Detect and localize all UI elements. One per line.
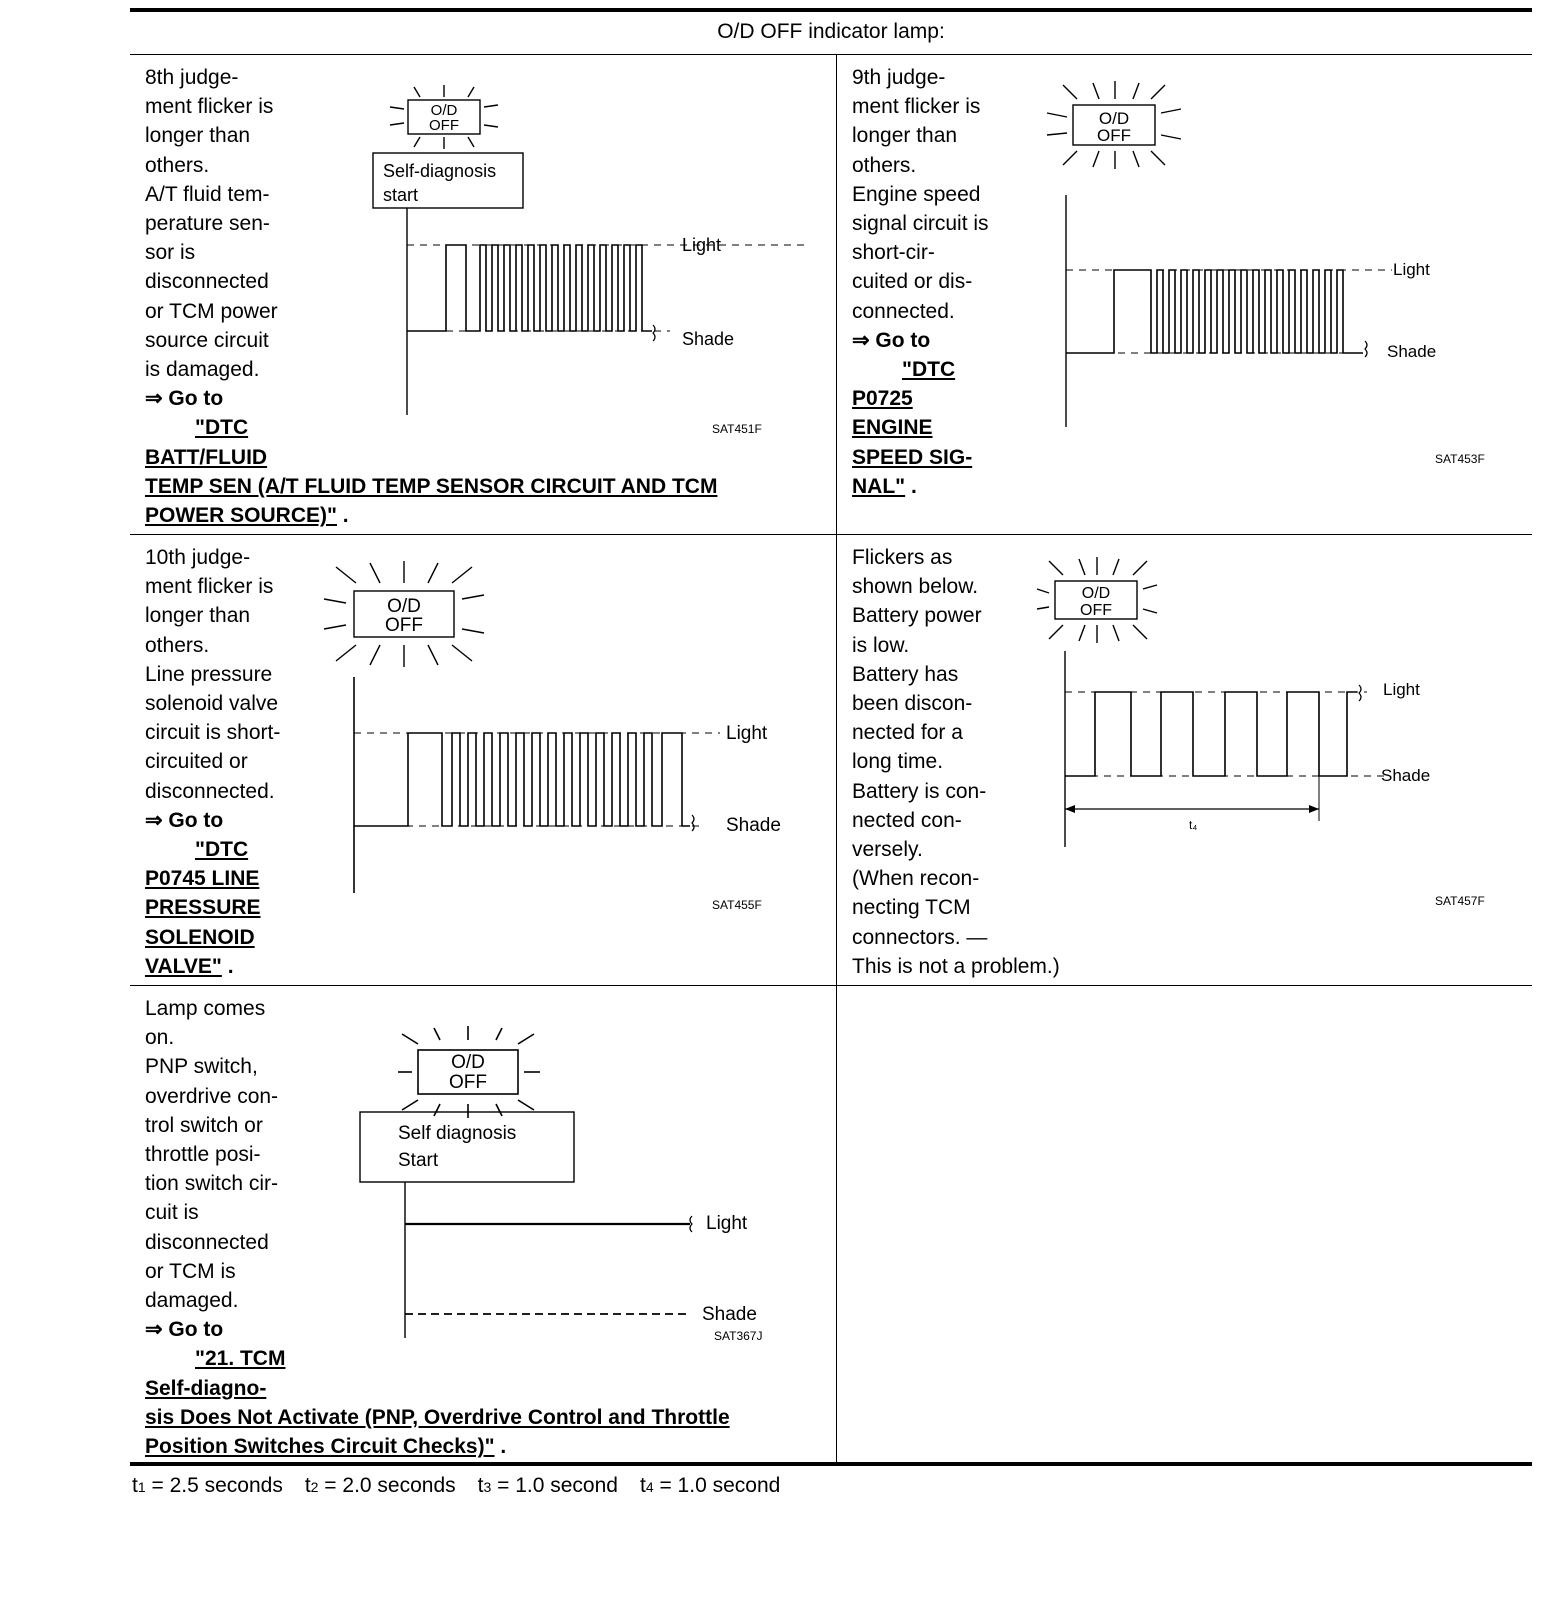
text-line: signal circuit is: [852, 212, 989, 236]
text-line: or TCM power: [145, 299, 278, 323]
cell-lamp-comes-on: [130, 986, 837, 1466]
text-line: cuited or dis-: [852, 270, 973, 294]
lamp-label: OFF: [385, 615, 423, 636]
dtc-link[interactable]: BATT/FLUID: [145, 445, 268, 469]
text-line: disconnected: [145, 1230, 269, 1254]
tcm-link[interactable]: sis Does Not Activate (PNP, Overdrive Control and Throttle: [145, 1405, 730, 1429]
box-label: Self diagnosis: [398, 1123, 517, 1144]
flicker-waveform: [354, 733, 690, 826]
figure-code: SAT455F: [712, 898, 762, 912]
figure-code: SAT457F: [1435, 894, 1485, 908]
tcm-link[interactable]: Position Switches Circuit Checks)": [145, 1435, 495, 1459]
dtc-link[interactable]: "DTC: [902, 358, 956, 382]
light-label: Light: [682, 235, 722, 255]
box-label: Start: [398, 1150, 439, 1171]
flicker-diagram: [1037, 75, 1507, 466]
break-symbol: [1359, 685, 1361, 701]
box-label: start: [383, 185, 419, 205]
text-line: overdrive con-: [145, 1084, 279, 1108]
lamp-label: O/D: [451, 1052, 485, 1073]
box-label: Self-diagnosis: [383, 161, 497, 181]
text-line: ment flicker is: [145, 95, 274, 119]
dtc-link[interactable]: SPEED SIG-: [852, 445, 973, 469]
dtc-link[interactable]: TEMP SEN (A/T FLUID TEMP SENSOR CIRCUIT AND TCM: [145, 474, 718, 498]
text-line: others.: [145, 153, 210, 177]
light-label: Light: [726, 723, 768, 744]
text-line: nected for a: [852, 721, 963, 745]
text-line: damaged.: [145, 1289, 239, 1313]
dtc-link[interactable]: POWER SOURCE)": [145, 504, 337, 528]
break-symbol: [1365, 341, 1367, 357]
cell-text: [852, 543, 1060, 981]
indicator-table: [130, 55, 1532, 1466]
text-line: (When recon-: [852, 867, 980, 891]
text-line: circuit is short-: [145, 721, 281, 745]
shade-label: Shade: [702, 1304, 757, 1325]
light-label: Light: [1383, 680, 1420, 699]
text-line: is damaged.: [145, 358, 260, 382]
table-header: [130, 8, 1532, 55]
cell-10th-judgement: [130, 535, 837, 986]
text-line: disconnected.: [145, 779, 275, 803]
text-line: source circuit: [145, 328, 269, 352]
empty-cell: [837, 986, 1532, 1466]
dtc-link[interactable]: PRESSURE: [145, 896, 261, 920]
go-to-label: ⇒ Go to: [145, 808, 224, 832]
text-line: sor is: [145, 241, 196, 265]
text-line: solenoid valve: [145, 692, 279, 716]
lamp-label: O/D: [1081, 585, 1111, 602]
lamp-label: O/D: [1098, 109, 1130, 128]
period: .: [336, 504, 349, 528]
tcm-link[interactable]: "21. TCM: [195, 1347, 286, 1371]
text-line: This is not a problem.): [852, 954, 1060, 978]
dtc-link[interactable]: "DTC: [195, 838, 249, 862]
legend-item: t4 = 1.0 second: [639, 1474, 781, 1497]
text-line: circuited or: [145, 750, 248, 774]
flicker-waveform: [407, 245, 652, 331]
flicker-diagram: [1037, 551, 1507, 908]
lamp-label: O/D: [387, 596, 421, 617]
dtc-link[interactable]: VALVE": [145, 954, 222, 978]
lamp-label: OFF: [1080, 602, 1112, 619]
light-label: Light: [1393, 260, 1430, 279]
cell-8th-judgement: [130, 55, 837, 535]
text-line: Engine speed: [852, 182, 981, 206]
text-line: nected con-: [852, 808, 962, 832]
figure-code: SAT367J: [714, 1329, 763, 1343]
page: [130, 8, 1532, 1498]
shade-label: Shade: [1381, 766, 1431, 785]
figure-code: SAT453F: [1435, 452, 1485, 466]
break-symbol: [653, 325, 655, 341]
text-line: or TCM is: [145, 1259, 236, 1283]
cell-text: [852, 63, 989, 501]
break-symbol: [690, 1216, 692, 1232]
dtc-link[interactable]: P0725: [852, 387, 913, 411]
legend-item: t1 = 2.5 seconds: [132, 1474, 283, 1497]
text-line: trol switch or: [145, 1113, 263, 1137]
tcm-link[interactable]: Self-diagno-: [145, 1376, 267, 1400]
dtc-link[interactable]: P0745 LINE: [145, 867, 260, 891]
text-line: 10th judge-: [145, 546, 251, 569]
shade-label: Shade: [682, 329, 735, 349]
shade-label: Shade: [1387, 342, 1437, 361]
flicker-diagram: [320, 553, 800, 953]
text-line: 8th judge-: [145, 66, 239, 89]
text-line: throttle posi-: [145, 1143, 261, 1167]
t4-label: t₄: [1189, 818, 1198, 832]
text-line: ment flicker is: [145, 575, 274, 599]
text-line: been discon-: [852, 692, 973, 716]
text-line: long time.: [852, 750, 944, 774]
cell-battery-flicker: [837, 535, 1532, 986]
text-line: disconnected: [145, 270, 269, 294]
shade-label: Shade: [726, 815, 781, 836]
text-line: longer than: [145, 124, 251, 148]
dtc-link[interactable]: ENGINE: [852, 416, 933, 440]
text-line: Battery power: [852, 604, 982, 628]
text-line: short-cir-: [852, 241, 935, 265]
cell-text: [145, 543, 280, 981]
text-line: Line pressure: [145, 662, 273, 686]
text-line: longer than: [145, 604, 251, 628]
text-line: A/T fluid tem-: [145, 182, 270, 206]
text-line: Lamp comes: [145, 997, 266, 1020]
text-line: others.: [145, 633, 210, 657]
text-line: necting TCM: [852, 896, 971, 920]
text-line: Battery is con-: [852, 779, 987, 803]
text-line: longer than: [852, 124, 958, 148]
text-line: 9th judge-: [852, 66, 946, 89]
legend-item: t3 = 1.0 second: [477, 1474, 618, 1497]
text-line: on.: [145, 1026, 175, 1050]
lamp-label: O/D: [430, 102, 458, 119]
period: .: [221, 954, 234, 978]
time-legend: [130, 1474, 1532, 1498]
cell-9th-judgement: [837, 55, 1532, 535]
figure-code: SAT451F: [712, 422, 762, 436]
text-line: Battery has: [852, 662, 959, 686]
flicker-diagram: [370, 85, 810, 436]
dtc-link[interactable]: NAL": [852, 474, 906, 498]
text-line: connectors. —: [852, 925, 988, 949]
text-line: Flickers as: [852, 546, 953, 569]
flicker-waveform: [1066, 270, 1363, 353]
lamp-label: OFF: [449, 1072, 487, 1093]
lamp-on-diagram: [360, 1026, 780, 1356]
text-line: PNP switch,: [145, 1055, 258, 1079]
go-to-label: ⇒ Go to: [145, 1318, 224, 1342]
lamp-label: OFF: [1097, 126, 1131, 145]
break-symbol: [692, 815, 694, 831]
text-line: cuit is: [145, 1201, 199, 1225]
text-line: ment flicker is: [852, 95, 981, 119]
legend-item: t2 = 2.0 seconds: [304, 1474, 456, 1497]
text-line: shown below.: [852, 575, 979, 599]
dtc-link[interactable]: "DTC: [195, 416, 249, 440]
go-to-label: ⇒ Go to: [852, 328, 931, 352]
text-line: connected.: [852, 299, 955, 323]
period: .: [494, 1435, 507, 1459]
text-line: tion switch cir-: [145, 1172, 279, 1196]
light-label: Light: [706, 1213, 748, 1234]
text-line: others.: [852, 153, 917, 177]
text-line: perature sen-: [145, 212, 270, 236]
flicker-waveform: [1065, 692, 1357, 776]
header-title: O/D OFF indicator lamp:: [717, 20, 945, 43]
period: .: [905, 474, 917, 498]
dtc-link[interactable]: SOLENOID: [145, 925, 255, 949]
lamp-label: OFF: [429, 117, 459, 134]
go-to-label: ⇒ Go to: [145, 387, 224, 411]
text-line: versely.: [852, 838, 923, 862]
text-line: is low.: [852, 633, 910, 657]
